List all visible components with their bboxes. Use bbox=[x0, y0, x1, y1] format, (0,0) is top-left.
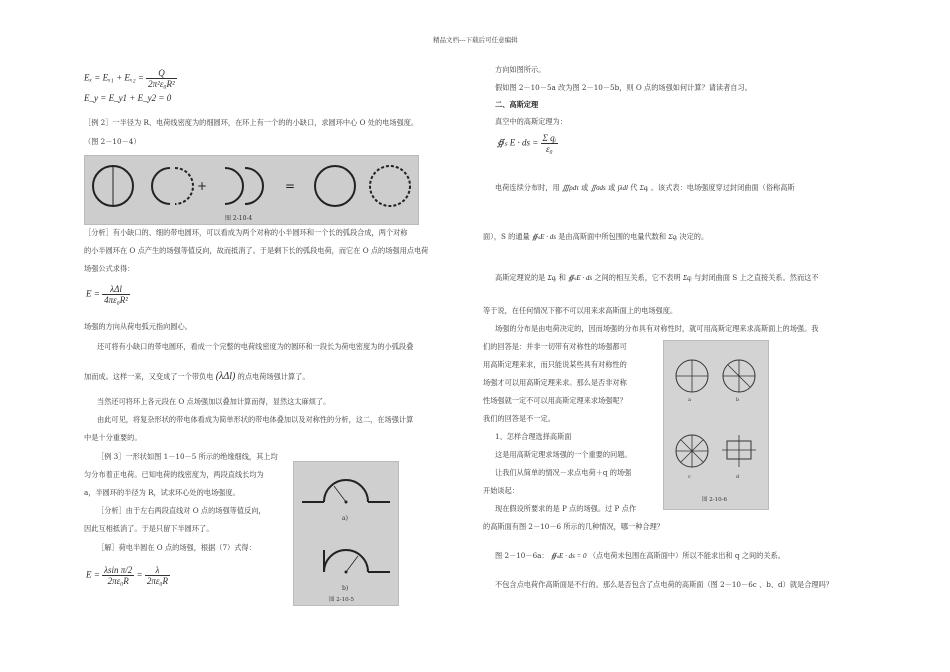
equation-semicircle-equals: = bbox=[136, 569, 143, 580]
equation-semicircle-denominator1: 2πε₀R bbox=[107, 576, 129, 586]
right-line15: 这是用高斯定理求场强的一个重要的问题。 bbox=[495, 450, 632, 459]
svg-text:d: d bbox=[736, 474, 740, 480]
svg-text:a): a) bbox=[342, 515, 348, 522]
right-line13: 我们的回答是不一定。 bbox=[483, 414, 555, 423]
analysis3-line2: 因此互相抵消了。于是只留下半圆环了。 bbox=[84, 524, 214, 533]
equation-point-charge-denominator: 4πε₀R² bbox=[104, 295, 128, 305]
equation-semicircle-denominator2: 2πε₀R bbox=[146, 576, 169, 586]
right-line18: 现在假设所要求的是 P 点的场强。过 P 点作 bbox=[495, 504, 637, 513]
right-line21: 不包含点电荷作高斯面是不行的。那么是否包含了点电荷的高斯面（图 2－10－6c 、b、d）就是合理吗？ bbox=[495, 580, 833, 589]
svg-text:a: a bbox=[688, 397, 691, 403]
right-line19: 的高斯面有图 2－10－6 所示的几种情况，哪一种合理？ bbox=[483, 522, 664, 531]
equation-ex-numerator: Q bbox=[146, 68, 177, 79]
right-line4-part5: 。该式表：电场强度穿过封闭曲面（俗称高斯 bbox=[650, 183, 795, 192]
analysis-line3: 场强公式求得： bbox=[84, 264, 135, 273]
right-line4-integral1: ∭ρdτ bbox=[562, 184, 579, 192]
equation-semicircle-fraction2 bbox=[145, 565, 170, 586]
right-line4-integral2: ∬σds bbox=[590, 184, 606, 192]
right-line6 bbox=[495, 273, 819, 283]
equation-point-charge-lhs: E = bbox=[86, 288, 100, 299]
right-line20-equation: ∯ₛE · ds = 0 bbox=[550, 552, 587, 560]
equation-semicircle-numerator2: λ bbox=[145, 565, 170, 576]
example3-line1: ［例 3］一形状如图 1－10－5 所示的绝缘细线，其上均 bbox=[97, 452, 278, 461]
right-line5 bbox=[483, 232, 708, 242]
figure-2-10-4-caption: 图 2-10-4 bbox=[225, 215, 253, 222]
figure-2-10-5-caption: 图 2-10-5 bbox=[329, 597, 354, 603]
right-line4-part3: 或 bbox=[608, 183, 616, 192]
page-header: 精品文档---下载后可任意编辑 bbox=[433, 36, 518, 44]
summary-line1: 由此可见，将复杂形状的带电体看成为简单形状的带电体叠加以及对称性的分析，这二，在场强计算 bbox=[97, 415, 414, 424]
right-line10: 用高斯定理来求，而只能说某些具有对称性的 bbox=[483, 360, 627, 369]
right-line6-part3: 之间的相互关系，它不表明 bbox=[594, 273, 681, 282]
right-line20-part1: 图 2－10－6a： bbox=[495, 551, 549, 560]
example3-line2: 匀分布着正电荷。已知电荷的线密度为，两段直线长均为 bbox=[84, 470, 264, 479]
equation-gauss-lhs: ∯ₛ E · ds = bbox=[497, 137, 539, 148]
figure-equals-sign: = bbox=[285, 179, 296, 193]
right-line5-sum: Σqᵢ bbox=[668, 233, 678, 241]
right-line12: 性场强就一定不可以用高斯定理来求场强呢？ bbox=[483, 396, 627, 405]
right-line5-flux: ∯ₛE · ds bbox=[532, 233, 556, 241]
right-line17: 开始谈起： bbox=[483, 486, 519, 495]
right-line16: 让我们从简单的情况－求点电荷＋q 的场强 bbox=[495, 468, 632, 477]
equation-gauss-law bbox=[497, 133, 558, 154]
figure-2-10-4 bbox=[84, 155, 419, 225]
right-line3: 真空中的高斯定理为： bbox=[495, 117, 567, 126]
equation-point-charge bbox=[86, 284, 130, 305]
alternative-symbol: (λΔl) bbox=[215, 371, 236, 382]
section-title-gauss: 二、高斯定理 bbox=[495, 100, 539, 109]
right-line7: 等于说，在任何情况下都不可以用来求高斯面上的电场强度。 bbox=[483, 306, 678, 315]
right-line6-part4: 与封闭曲面 S 上之直接关系。然而这不 bbox=[694, 273, 819, 282]
alternative-line1: 还可将有小缺口的带电圆环，看成一个完整的电荷线密度为的圆环和一段长为荷电密度为的小弧段叠 bbox=[97, 342, 414, 351]
right-line5-part3: 决定的。 bbox=[679, 232, 709, 241]
equation-ex bbox=[84, 68, 177, 89]
right-line6-sum: Σqᵢ bbox=[547, 274, 557, 282]
figure-2-10-4-drawing bbox=[85, 156, 418, 224]
direction-line: 场强的方向从荷电弧元指向圆心。 bbox=[84, 322, 192, 331]
right-line4-part1: 电荷连续分布时，用 bbox=[495, 183, 560, 192]
analysis3-line1: ［分析］由于左右两段直线对 O 点的场强等值反向， bbox=[97, 506, 266, 515]
example3-line3: a，半圆环的半径为 R，试求环心处的电场强度。 bbox=[84, 488, 240, 497]
equation-gauss-fraction bbox=[541, 133, 559, 154]
figure-2-10-5-drawing bbox=[294, 462, 398, 605]
right-line5-part2: 是由高斯面中所包围的电量代数和 bbox=[558, 232, 667, 241]
equation-semicircle bbox=[86, 565, 170, 586]
note-line: 当然还可将环上各元段在 O 点场强加以叠加计算而得，显然这太麻烦了。 bbox=[97, 397, 331, 406]
equation-point-charge-fraction bbox=[102, 284, 130, 305]
example2-line1: ［例 2］一半径为 R、电荷线密度为的细圆环，在环上有一个的的小缺口，求圆环中心 O 处的电场强度。 bbox=[84, 118, 419, 127]
equation-semicircle-fraction1 bbox=[102, 565, 134, 586]
svg-text:c: c bbox=[688, 474, 691, 480]
right-line4-integral3: ∫λdl bbox=[617, 184, 628, 192]
svg-text:b: b bbox=[736, 397, 740, 403]
right-line20 bbox=[495, 551, 785, 561]
right-line5-part1: 面），S 的通量 bbox=[483, 232, 530, 241]
equation-ex-fraction bbox=[146, 68, 177, 89]
right-line9: 们的回答是：并非一切带有对称性的场强都可 bbox=[483, 342, 627, 351]
right-line6-flux: ∯ₛE · ds bbox=[568, 274, 593, 282]
figure-2-10-6-caption: 图 2-10-6 bbox=[702, 497, 727, 503]
figure-2-10-6 bbox=[663, 340, 769, 510]
example2-line2: （图 2－10－4） bbox=[84, 137, 141, 146]
right-line4 bbox=[495, 183, 795, 193]
solution-line: ［解］荷电半圆在 O 点的场强，根据（7）式得： bbox=[97, 543, 256, 552]
right-line2: 假如图 2－10－5a 改为图 2－10－5b，则 O 点的场强如何计算？请读者自习。 bbox=[495, 83, 752, 92]
equation-ey: E_y = E_y1 + E_y2 = 0 bbox=[84, 93, 172, 103]
right-line4-part4: 代 bbox=[630, 183, 638, 192]
right-line4-sum: Σqᵢ bbox=[639, 184, 649, 192]
svg-text:b): b) bbox=[342, 585, 349, 592]
equation-semicircle-numerator1: λsin π/2 bbox=[104, 565, 133, 575]
summary-line2: 中是十分重要的。 bbox=[84, 433, 142, 442]
analysis-line2: 的小半圆环在 O 点产生的场强等值反向，故而抵消了。于是剩下长的弧段电荷，而它在 O 点的场强用点电荷 bbox=[84, 246, 429, 255]
alternative-line2 bbox=[84, 372, 310, 382]
figure-2-10-6-drawing bbox=[664, 341, 768, 509]
right-line6-sum2: Σqᵢ bbox=[682, 274, 692, 282]
right-line8: 场强的分布是由电荷决定的，因而场强的分布具有对称性时，就可用高斯定理来求高斯面上的场强。我 bbox=[495, 324, 819, 333]
analysis-line1: ［分析］有小缺口的、细的带电圆环，可以看成为两个对称的小半圆环和一个长的弧段合成，两个对称 bbox=[84, 228, 408, 237]
equation-gauss-denominator: ε₀ bbox=[545, 144, 553, 154]
right-line11: 场强才可以用高斯定理来求。那么是否非对称 bbox=[483, 378, 627, 387]
alternative-line2-end: 的点电荷场强计算了。 bbox=[237, 372, 310, 381]
equation-point-charge-numerator: λΔl bbox=[102, 284, 130, 295]
svg-text:+: + bbox=[197, 179, 208, 193]
right-line4-part2: 或 bbox=[581, 183, 589, 192]
alternative-line2-start: 加而成。这样一来，又变成了一个带负电 bbox=[84, 372, 214, 381]
equation-ex-lhs: Eₓ = Eₓ₁ + Eₓ₂ = bbox=[84, 72, 144, 83]
figure-2-10-5 bbox=[293, 461, 399, 606]
right-line1: 方向如图所示。 bbox=[495, 65, 546, 74]
right-line14: 1、怎样合理选择高斯面 bbox=[495, 432, 572, 441]
equation-semicircle-lhs: E = bbox=[86, 569, 100, 580]
right-line20-part2: （点电荷未包围在高斯面中）所以不能求出和 q 之间的关系。 bbox=[588, 551, 785, 560]
right-line6-part2: 和 bbox=[558, 273, 566, 282]
equation-gauss-numerator: Σ qᵢ bbox=[542, 133, 557, 143]
right-line6-part1: 高斯定理说的是 bbox=[495, 273, 546, 282]
equation-ex-denominator: 2π²ε₀R² bbox=[148, 79, 175, 89]
